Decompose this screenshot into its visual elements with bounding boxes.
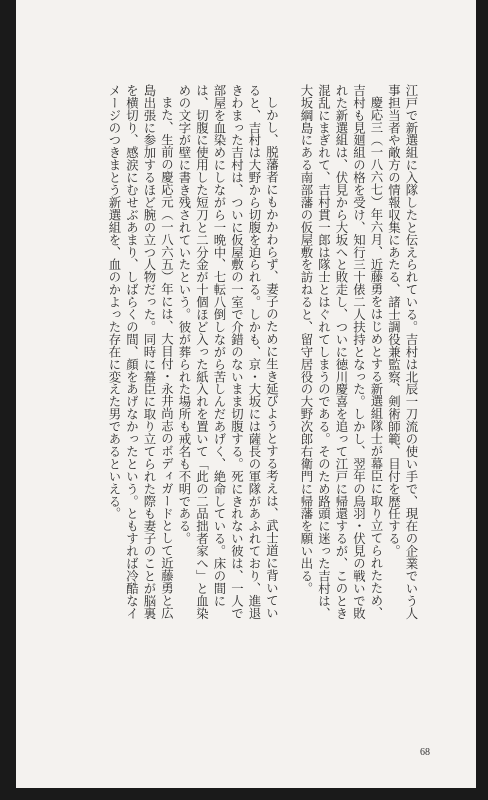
book-page xyxy=(16,0,476,788)
scan-edge-bottom xyxy=(0,788,488,800)
page-number: 68 xyxy=(420,747,430,758)
paragraph-4: また、生前の慶応元（一八六五）年には、大目付・永井尚志のボディガードとして近藤勇と広島出張に参加するほど腕の立つ人物だった。同時に幕臣に取り立てられた際も妻子のことが脳裏を横切り、感涙にむせぶあまり、しばらくの間、顔をあげなかったという。ともすれば冷酷なイメージのつきまとう新選組を、血のかよった存在に変えた男であるといえる。 xyxy=(107,84,175,620)
paragraph-1: 江戸で新選組に入隊したと伝えられている。吉村は北辰一刀流の使い手で、現在の企業でいう人事担当者や敵方の情報収集にあたる、諸士調役兼監察、剣術師範、目付を歴任する。 xyxy=(386,84,419,620)
paragraph-2: 慶応三（一八六七）年六月、近藤勇をはじめとする新選組隊士が幕臣に取り立てられたため、吉村も見廻組の格を受け、知行三十俵二人扶持となった。しかし、翌年の鳥羽・伏見の戦いで敗れた新選組は、伏見から大坂へと敗走し、ついに徳川慶喜を追って江戸に帰還するが、このとき混乱にまぎれて、吉村貫一郎は隊士とはぐれてしまうのである。そのため路頭に迷った吉村は、大坂綱島にある南部藩の仮屋敷を訪ねると、留守居役の大野次郎右衛門に帰藩を願い出る。 xyxy=(299,84,384,620)
vertical-text-body xyxy=(60,84,420,624)
scan-edge-left xyxy=(0,0,16,800)
scan-edge-right xyxy=(476,0,488,800)
paragraph-3: しかし、脱藩者にもかかわらず、妻子のために生き延びようとする考えは、武士道に背いていると、吉村は大野から切腹を迫られる。しかも、京・大坂には薩長の軍隊があふれており、進退きわまった吉村は、ついに仮屋敷の一室で介錯のないまま切腹する。死にきれない彼は、一人で部屋を血染めにしながら一晩中、七転八倒しながら苦しんだあげく、絶命している。床の間には、切腹に使用した短刀と二分金が十個ほど入った紙入れを置いて「此の二品拙者家へ」と血染めの文字が壁に書き残されていたという。彼が葬られた場所も戒名も不明である。 xyxy=(177,84,280,620)
